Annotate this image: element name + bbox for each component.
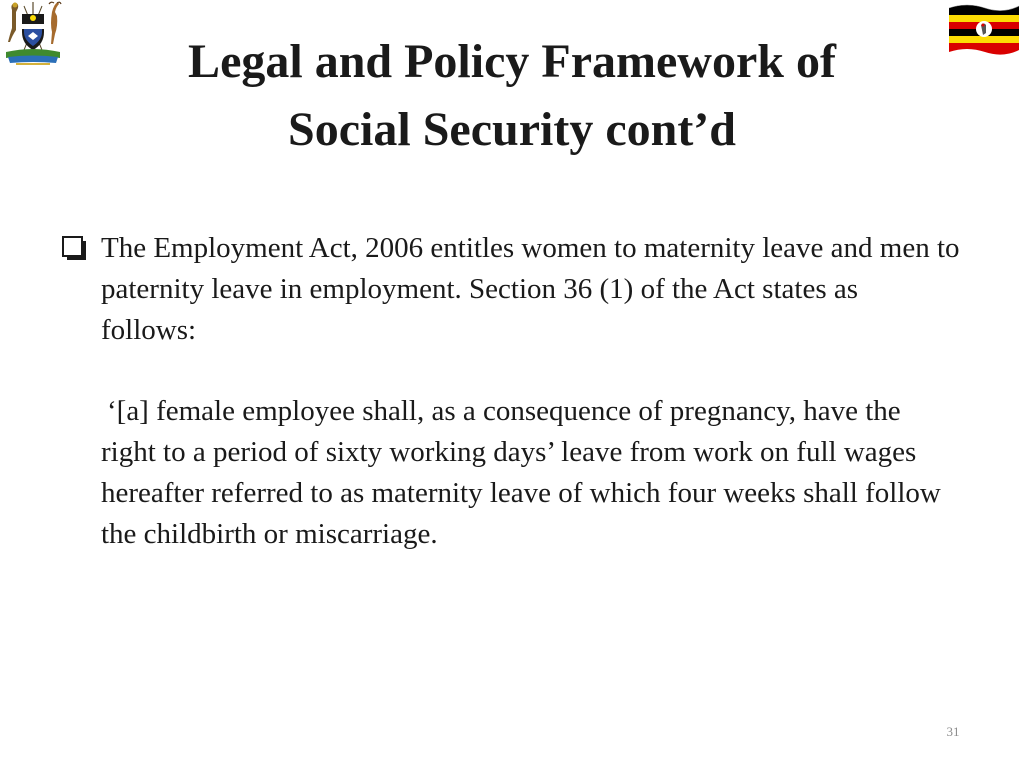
title-line-1: Legal and Policy Framework of bbox=[188, 35, 836, 88]
slide-body bbox=[60, 228, 960, 555]
uganda-coat-of-arms-icon bbox=[2, 0, 64, 66]
bullet-text: The Employment Act, 2006 entitles women to maternity leave and men to paternity leave in employment. Section 36 (1) of the Act states as follows: bbox=[101, 232, 960, 346]
title-line-2: Social Security cont’d bbox=[288, 103, 736, 156]
quote-text: ‘[a] female employee shall, as a consequence of pregnancy, have the right to a period of sixty working days’ leave from work on full wages hereafter referred to as maternity leave of which four weeks shall follow the childbirth or miscarriage. bbox=[101, 395, 941, 550]
page-number: 31 bbox=[946, 724, 960, 739]
checkbox-bullet-icon bbox=[62, 236, 87, 261]
bullet-item bbox=[60, 228, 960, 351]
page-title bbox=[60, 28, 964, 164]
quoted-section bbox=[60, 391, 960, 555]
